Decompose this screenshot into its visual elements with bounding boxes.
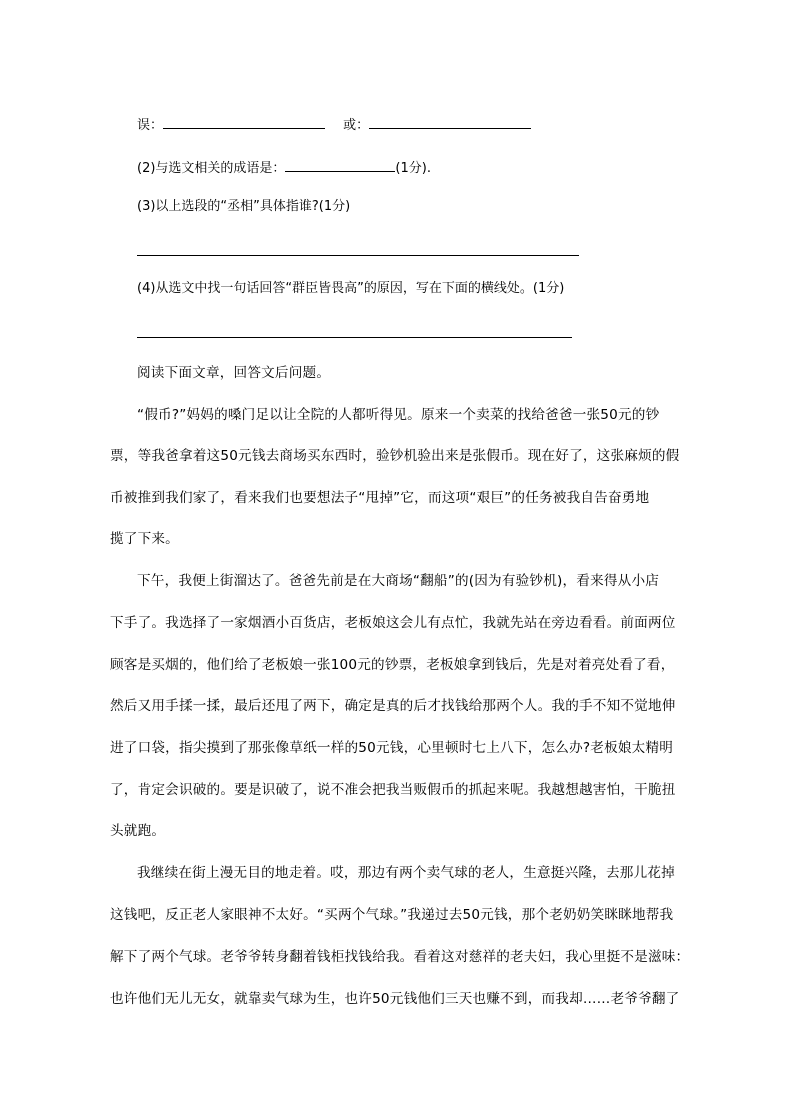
q3-line: (3)以上选段的“丞相”具体指谁?(1分) (137, 199, 351, 214)
q4-answer-rule[interactable] (137, 337, 572, 338)
q2-blank[interactable] (285, 157, 395, 172)
q1-wrong-label: 误： (137, 118, 164, 133)
q1-or-blank[interactable] (369, 114, 531, 129)
q3-answer-rule[interactable] (137, 255, 579, 256)
q2-points: (1分). (395, 161, 431, 176)
q1-wrong-blank[interactable] (163, 114, 325, 129)
passage-line: 我继续在街上漫无目的地走着。哎，那边有两个卖气球的老人，生意挺兴隆，去那儿花掉 (137, 865, 675, 881)
passage-line: 下手了。我选择了一家烟酒小百货店，老板娘这会儿有点忙，我就先站在旁边看看。前面两位 (110, 615, 676, 631)
passage-line: 头就跑。 (110, 823, 166, 839)
passage-line: 币被推到我们家了，看来我们也要想法子“甩掉”它，而这项“艰巨”的任务被我自告奋勇地 (110, 490, 650, 506)
passage-line: 进了口袋，指尖摸到了那张像草纸一样的50元钱，心里顿时七上八下，怎么办?老板娘太精明 (110, 740, 674, 756)
q2-text: (2)与选文相关的成语是： (137, 161, 286, 176)
passage-line: 顾客是买烟的，他们给了老板娘一张100元的钞票，老板娘拿到钱后，先是对着亮处看了看， (110, 657, 675, 673)
q1-or-label: 或： (343, 118, 370, 133)
passage-line: “假币?”妈妈的嗓门足以让全院的人都听得见。原来一个卖菜的找给爸爸一张50元的钞 (137, 407, 660, 423)
passage-line: 了，肯定会识破的。要是识破了，说不准会把我当贩假币的抓起来呢。我越想越害怕，干脆扭 (110, 782, 676, 798)
q2-line (137, 157, 431, 179)
q4-line: (4)从选文中找一句话回答“群臣皆畏高”的原因，写在下面的横线处。(1分) (137, 281, 565, 296)
passage-line: 然后又用手揉一揉，最后还甩了两下，确定是真的后才找钱给那两个人。我的手不知不觉地伸 (110, 698, 676, 714)
passage-line: 下午，我便上街溜达了。爸爸先前是在大商场“翻船”的(因为有验钞机)，看来得从小店 (137, 573, 660, 589)
q1-answer-line (137, 114, 531, 136)
passage-line: 揽了下来。 (110, 531, 179, 547)
passage-line: 解下了两个气球。老爷爷转身翻着钱柜找钱给我。看着这对慈祥的老夫妇，我心里挺不是滋味： (110, 949, 690, 965)
reading-instruction: 阅读下面文章，回答文后问题。 (137, 365, 331, 381)
passage-line: 也许他们无儿无女，就靠卖气球为生，也许50元钱他们三天也赚不到，而我却……老爷爷翻了 (110, 991, 680, 1007)
passage-line: 这钱吧，反正老人家眼神不太好。“买两个气球。”我递过去50元钱，那个老奶奶笑眯眯地帮我 (110, 907, 674, 923)
passage-line: 票，等我爸拿着这50元钱去商场买东西时，验钞机验出来是张假币。现在好了，这张麻烦的假 (110, 448, 680, 464)
